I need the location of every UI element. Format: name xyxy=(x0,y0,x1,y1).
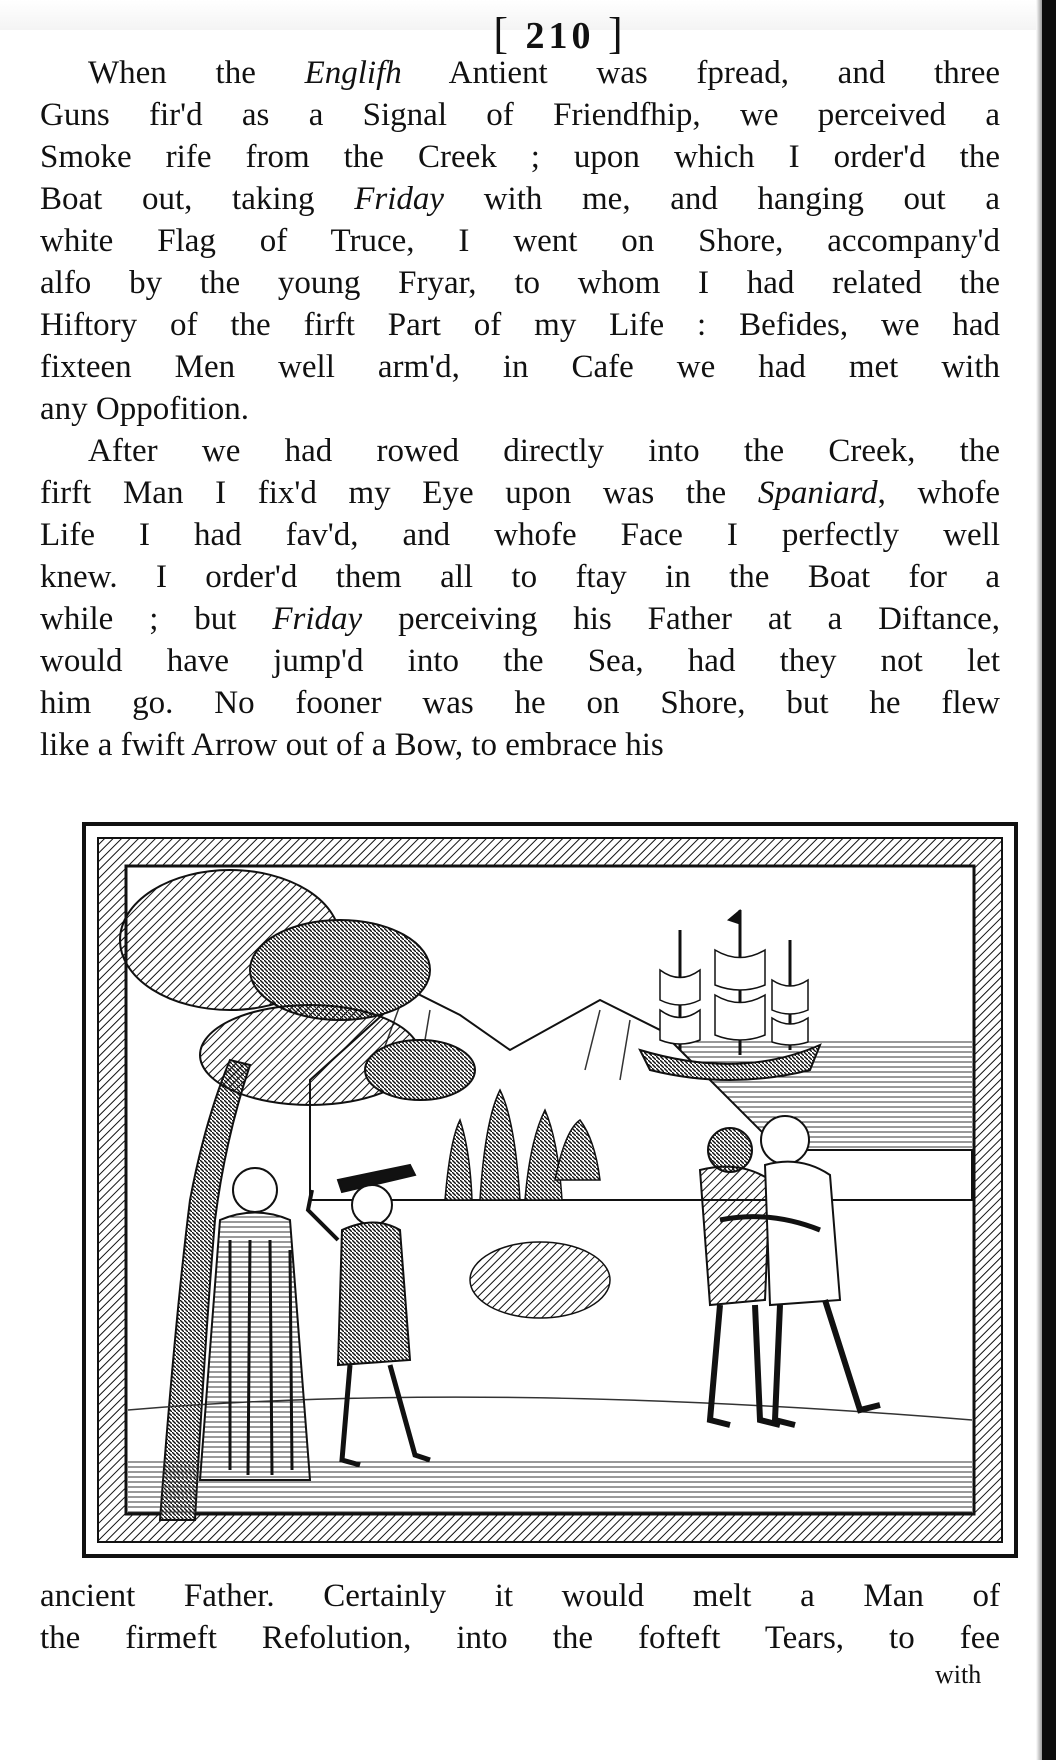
page-edge-black xyxy=(1042,0,1056,1760)
text-segment: him go. No fooner was he on Shore, but he flew xyxy=(40,685,1000,721)
paragraph-2 xyxy=(40,430,1000,766)
text-line xyxy=(40,430,1000,472)
text-segment: with me, and hanging out a xyxy=(444,181,1000,217)
woodcut-illustration xyxy=(80,820,1020,1560)
text-line xyxy=(40,178,1000,220)
text-segment: Antient was fpread, and three xyxy=(401,55,1001,91)
text-line: the firmeft Refolution, into the fofteft Tears, to fee xyxy=(40,1620,1000,1656)
italic-word: Spaniard xyxy=(757,475,878,511)
text-segment: knew. I order'd them all to ftay in the Boat for a xyxy=(40,559,1000,595)
text-line xyxy=(40,94,1000,136)
text-line xyxy=(40,682,1000,724)
italic-word: Friday xyxy=(354,181,445,217)
text-segment: Smoke rife from the Creek ; upon which I order'd the xyxy=(40,139,1000,175)
text-segment: When the xyxy=(88,55,305,91)
text-segment: white Flag of Truce, I went on Shore, accompany'd xyxy=(40,223,1000,259)
page-number-value: 210 xyxy=(525,15,595,57)
text-segment: Guns fir'd as a Signal of Friendfhip, we perceived a xyxy=(40,97,1000,133)
text-segment: Boat out, taking xyxy=(40,181,355,217)
text-segment: alfo by the young Fryar, to whom I had related the xyxy=(40,265,1000,301)
italic-word: Friday xyxy=(272,601,363,637)
text-line xyxy=(40,220,1000,262)
text-line xyxy=(40,556,1000,598)
text-line xyxy=(40,136,1000,178)
text-line xyxy=(40,52,1000,94)
text-line xyxy=(40,388,1000,430)
page-number: [ 210 ] xyxy=(493,9,627,58)
text-segment: firft Man I fix'd my Eye upon was the xyxy=(40,475,758,511)
text-line xyxy=(40,724,1000,766)
text-segment: Hiftory of the firft Part of my Life : Befides, we had xyxy=(40,307,1000,343)
text-segment: while ; but xyxy=(40,601,273,637)
text-segment: perceiving his Father at a Diftance, xyxy=(362,601,1000,637)
text-segment: Life I had fav'd, and whofe Face I perfectly well xyxy=(40,517,1000,553)
text-line xyxy=(40,598,1000,640)
paragraph-3 xyxy=(40,1575,1000,1659)
text-segment: fixteen Men well arm'd, in Cafe we had met with xyxy=(40,349,1000,385)
body-text xyxy=(40,52,1000,766)
text-segment: any Oppofition. xyxy=(40,391,249,427)
text-line xyxy=(40,472,1000,514)
text-segment: would have jump'd into the Sea, had they not let xyxy=(40,643,1000,679)
text-line xyxy=(40,640,1000,682)
text-line xyxy=(40,346,1000,388)
paragraph-1 xyxy=(40,52,1000,430)
text-segment: After we had rowed directly into the Creek, the xyxy=(88,433,1000,469)
italic-word: Englifh xyxy=(304,55,402,91)
text-line xyxy=(40,304,1000,346)
text-line xyxy=(40,514,1000,556)
text-segment: , whofe xyxy=(877,475,1001,511)
text-line: ancient Father. Certainly it would melt a Man of xyxy=(40,1578,1000,1614)
text-segment: like a fwift Arrow out of a Bow, to embrace his xyxy=(40,727,664,763)
text-line xyxy=(40,262,1000,304)
catchword: with xyxy=(935,1660,982,1689)
